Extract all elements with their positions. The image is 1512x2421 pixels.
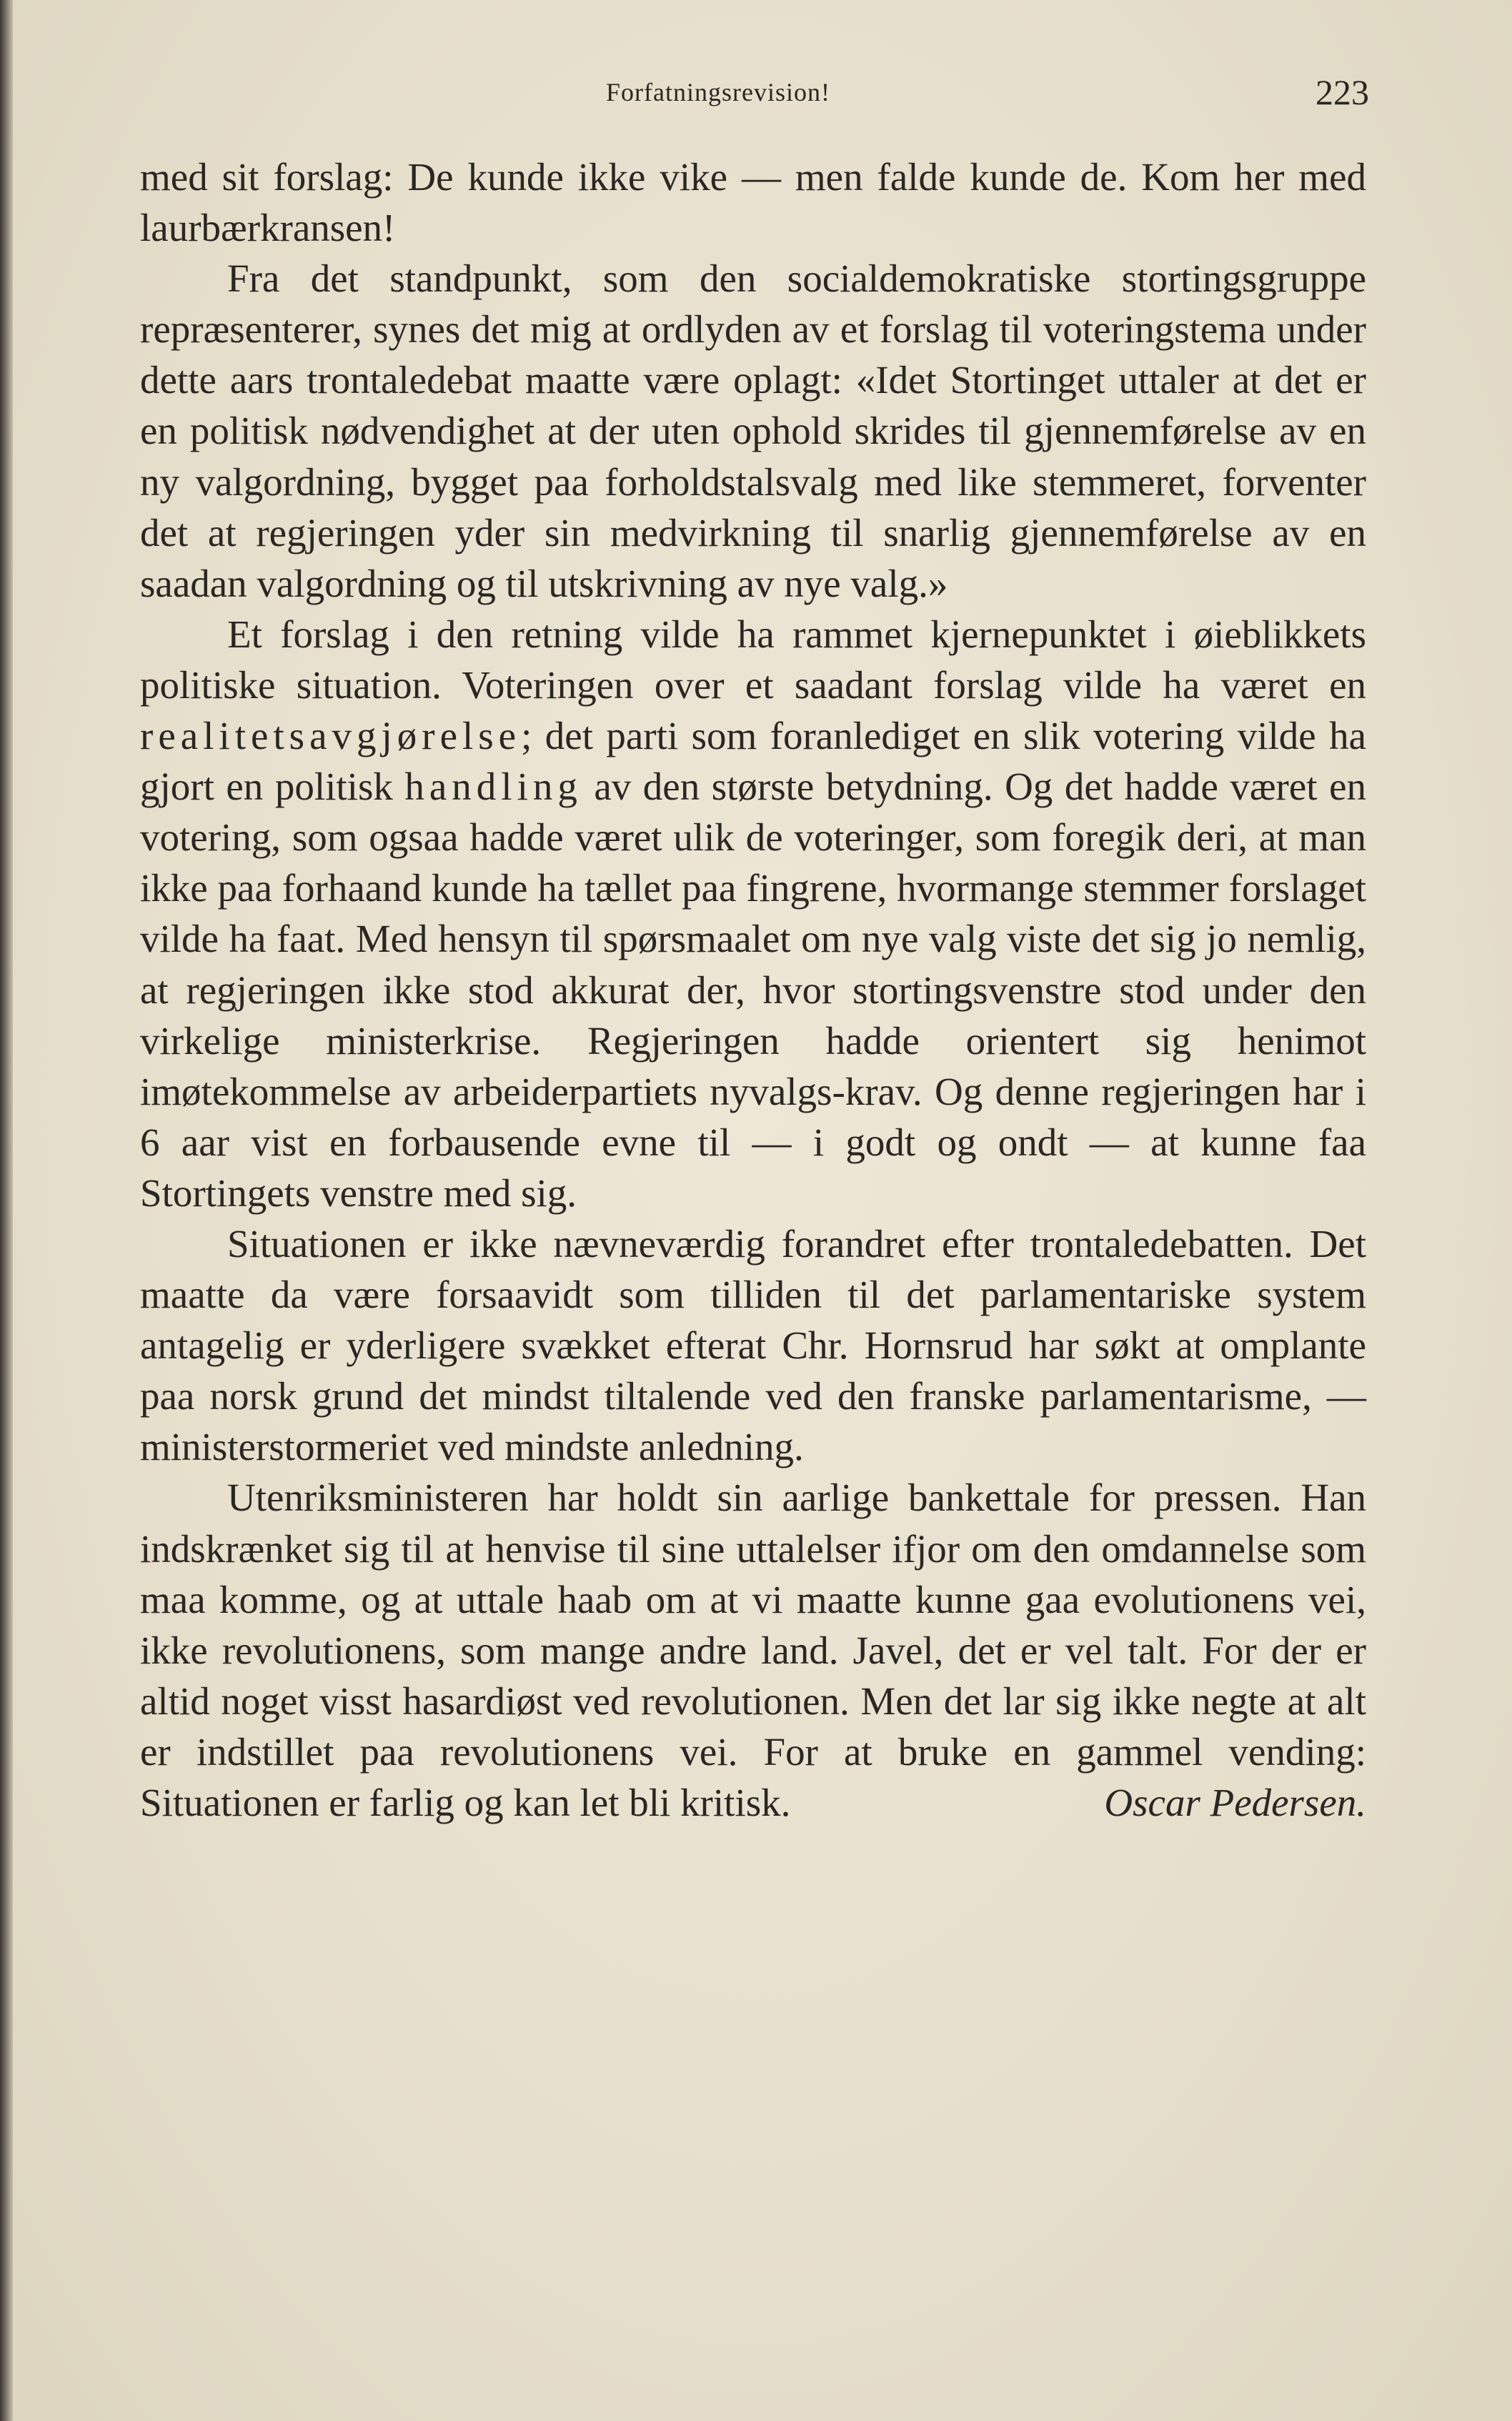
paragraph-text: Et forslag i den retning vilde ha rammet kjernepunktet i øieblikkets politiske situation. Voteringen over et saadant forslag vilde ha været en — [140, 612, 1366, 707]
emphasized-word: handling — [404, 765, 582, 809]
paragraph-text: av den største betydning. Og det hadde været en votering, som ogsaa hadde været ulik de voteringer, som foregik deri, at man ikke paa forhaand kunde ha tællet paa fingrene, hvormange stemmer forslaget vilde ha faat. Med hensyn til spørsmaalet om nye valg viste det sig jo nemlig, at regjeringen ikke stod akkurat der, hvor stortingsvenstre stod under den virkelige ministerkrise. Regjeringen hadde orientert sig henimot imøtekommelse av arbeiderpartiets nyvalgs-krav. Og denne regjeringen har i 6 aar vist en forbausende evne til — i godt og ondt — at kunne faa Stortingets venstre med sig. — [140, 765, 1366, 1215]
paragraph-text: Situationen er ikke nævneværdig forandret efter trontaledebatten. Det maatte da være forsaavidt som tilliden til det parlamentariske system antagelig er yderligere svækket efterat Chr. Hornsrud har søkt at omplante paa norsk grund det mindst tiltalende ved den franske parlamentarisme, — ministerstormeriet ved mindste anledning. — [140, 1221, 1366, 1469]
paragraph-text: ; det parti som foranlediget en slik votering vilde ha gjort en politisk — [140, 714, 1366, 809]
paragraph-continuation — [140, 151, 1366, 253]
paragraph — [140, 253, 1366, 609]
page-binding-edge — [0, 0, 13, 2421]
paragraph-final — [140, 1472, 1366, 1828]
running-header — [140, 71, 1369, 121]
article-body — [140, 151, 1366, 1828]
paragraph-text: med sit forslag: De kunde ikke vike — men falde kunde de. Kom her med laurbærkransen! — [140, 155, 1366, 250]
running-title: Forfatningsrevision! — [606, 78, 830, 106]
paragraph-text: Fra det standpunkt, som den socialdemokratiske stortingsgruppe repræsenterer, synes det mig at ordlyden av et forslag til voteringstema under dette aars trontaledebat maatte være oplagt: «Idet Stortinget uttaler at det er en politisk nødvendighet at der uten ophold skrides til gjennemførelse av en ny valgordning, bygget paa forholdstalsvalg med like stemmeret, forventer det at regjeringen yder sin medvirkning til snarlig gjennemførelse av en saadan valgordning og til utskrivning av nye valg.» — [140, 257, 1366, 605]
paragraph — [140, 1218, 1366, 1472]
paragraph — [140, 609, 1366, 1218]
page-number: 223 — [1315, 72, 1369, 112]
emphasized-word: realitetsavgjørelse — [140, 714, 522, 758]
author-signature: Oscar Pedersen. — [1104, 1781, 1366, 1824]
paragraph-text: Utenriksministeren har holdt sin aarlige bankettale for pressen. Han indskrænket sig til at henvise til sine uttalelser ifjor om den omdannelse som maa komme, og at uttale haab om at vi maatte kunne gaa evolutionens vei, ikke revolutionens, som mange andre land. Javel, det er vel talt. For der er altid noget visst hasardiøst ved revolutionen. Men det lar sig ikke negte at alt er indstillet paa revolutionens vei. For at bruke en gammel vending: Situationen er farlig og kan let bli kritisk. — [140, 1476, 1366, 1824]
